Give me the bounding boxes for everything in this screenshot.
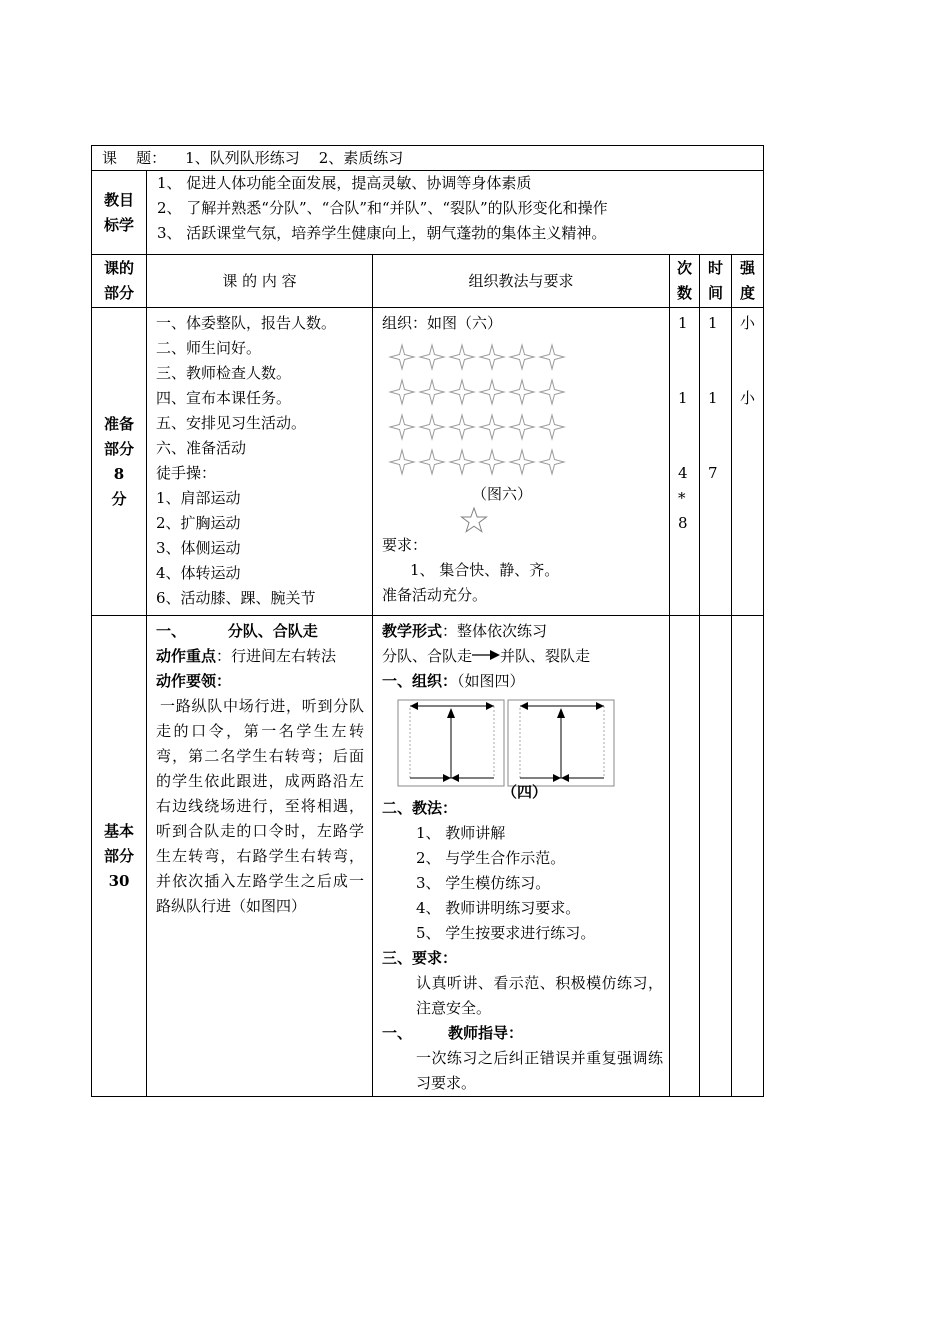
figure-caption: （图六） bbox=[471, 485, 532, 503]
basic-label bbox=[92, 616, 147, 1097]
student-star-icon bbox=[417, 447, 447, 477]
student-star-icon bbox=[417, 377, 447, 407]
basic-times bbox=[670, 616, 700, 1097]
header-times bbox=[670, 255, 700, 308]
teacher-star-icon bbox=[460, 507, 488, 533]
duration-value bbox=[708, 411, 731, 436]
prep-row bbox=[92, 308, 764, 616]
objectives-list bbox=[147, 171, 764, 255]
essentials-heading bbox=[156, 669, 364, 694]
objective-item: 1、 促进人体功能全面发展，提高灵敏、协调等身体素质 bbox=[157, 174, 532, 192]
student-star-icon bbox=[447, 377, 477, 407]
times-value: * bbox=[678, 489, 686, 507]
basic-intensity bbox=[732, 616, 764, 1097]
method-item: 5、 学生按要求进行练习。 bbox=[416, 924, 596, 942]
student-star-icon bbox=[477, 342, 507, 372]
basic-label-line3: 30 bbox=[108, 871, 130, 890]
student-star-icon bbox=[507, 342, 537, 372]
prep-label-line1: 准备 bbox=[103, 414, 134, 433]
times-value: 1 bbox=[678, 314, 688, 332]
times-value bbox=[678, 436, 699, 461]
student-star-icon bbox=[447, 412, 477, 442]
method-item: 2、 与学生合作示范。 bbox=[416, 849, 566, 867]
basic-heading: 一、 分队、合队走 bbox=[156, 622, 318, 640]
prep-content-line: 一、体委整队，报告人数。 bbox=[156, 314, 337, 332]
basic-content bbox=[147, 616, 373, 1097]
student-star-icon bbox=[447, 447, 477, 477]
intensity-value bbox=[740, 361, 763, 386]
student-star-icon bbox=[417, 342, 447, 372]
student-star-icon bbox=[447, 342, 477, 372]
duration-value: 1 bbox=[708, 314, 718, 332]
org-colon: ： bbox=[442, 672, 458, 690]
basic-duration bbox=[700, 616, 732, 1097]
header-organization-text: 组织教法与要求 bbox=[468, 271, 574, 290]
header-part bbox=[92, 255, 147, 308]
formation-row bbox=[387, 377, 669, 412]
key-point-label: 动作重点 bbox=[156, 647, 217, 665]
formation-diagram bbox=[382, 696, 669, 801]
header-part-line2: 部分 bbox=[103, 284, 134, 302]
prep-content-line: 6、活动膝、踝、腕关节 bbox=[156, 589, 316, 607]
header-row bbox=[92, 255, 764, 308]
prep-content-line: 五、安排见习生活动。 bbox=[156, 414, 307, 432]
prep-content-line: 六、准备活动 bbox=[156, 439, 247, 457]
formation-row bbox=[387, 342, 669, 377]
times-value: 1 bbox=[678, 389, 688, 407]
essentials-label: 动作要领 bbox=[156, 672, 217, 690]
prep-content-line: 四、宣布本课任务。 bbox=[156, 389, 292, 407]
prep-content-line: 三、教师检查人数。 bbox=[156, 364, 292, 382]
topic-text: 课 题： 1、队列队形练习 2、素质练习 bbox=[102, 149, 404, 167]
essentials-colon: ： bbox=[216, 672, 232, 690]
times-value bbox=[678, 336, 699, 361]
guide-prefix: 一、 bbox=[382, 1024, 413, 1042]
method-item: 4、 教师讲明练习要求。 bbox=[416, 899, 581, 917]
header-intensity bbox=[732, 255, 764, 308]
teaching-form bbox=[382, 619, 669, 644]
header-content-text: 课 的 内 容 bbox=[222, 271, 297, 290]
student-star-icon bbox=[537, 412, 567, 442]
student-star-icon bbox=[387, 412, 417, 442]
header-times-line2: 数 bbox=[676, 284, 692, 302]
basic-row bbox=[92, 616, 764, 1097]
objectives-label-line1: 教目 bbox=[103, 190, 134, 209]
duration-value bbox=[708, 336, 731, 361]
arrow-right-icon bbox=[472, 648, 500, 662]
essentials-text: 一路纵队中场行进，听到分队走的口令，第一名学生左转弯，第二名学生右转弯；后面的学生依此跟进，成两路沿左右边线绕场进行，至将相遇，听到合队走的口令时，左路学生左转弯，右路学生右转弯，并依次插入左路学生之后成一路纵队行进（如图四） bbox=[156, 697, 364, 915]
times-value: 4 bbox=[678, 464, 688, 482]
header-intensity-line2: 度 bbox=[740, 284, 756, 302]
method-item: 1、 教师讲解 bbox=[416, 824, 506, 842]
form-label: 教学形式 bbox=[382, 622, 443, 640]
key-point bbox=[156, 644, 364, 669]
formation-star-grid bbox=[387, 342, 669, 482]
header-content bbox=[147, 255, 373, 308]
header-organization bbox=[373, 255, 670, 308]
prep-label-line2: 部分 bbox=[103, 439, 134, 458]
req-text: 认真听讲、看示范、积极模仿练习，注意安全。 bbox=[416, 974, 663, 1017]
student-star-icon bbox=[417, 412, 447, 442]
prep-content bbox=[147, 308, 373, 616]
times-value bbox=[678, 411, 699, 436]
objective-item: 3、 活跃课堂气氛，培养学生健康向上，朝气蓬勃的集体主义精神。 bbox=[157, 224, 607, 242]
prep-intensity bbox=[732, 308, 764, 616]
org-line bbox=[382, 669, 669, 694]
prep-duration bbox=[700, 308, 732, 616]
prep-content-line: 二、师生问好。 bbox=[156, 339, 262, 357]
prep-req-1: 1、 集合快、静、齐。 bbox=[410, 561, 560, 579]
lesson-topic bbox=[92, 146, 764, 171]
prep-content-line: 4、体转运动 bbox=[156, 564, 241, 582]
formation-row bbox=[387, 412, 669, 447]
times-value bbox=[678, 361, 699, 386]
method-item: 3、 学生模仿练习。 bbox=[416, 874, 551, 892]
student-star-icon bbox=[477, 447, 507, 477]
formation-flow bbox=[382, 644, 669, 669]
duration-value: 7 bbox=[708, 464, 718, 482]
intensity-value: 小 bbox=[740, 314, 756, 332]
student-star-icon bbox=[537, 342, 567, 372]
header-times-line1: 次 bbox=[676, 259, 692, 277]
prep-org-title: 组织：如图（六） bbox=[382, 314, 503, 332]
prep-content-line: 1、肩部运动 bbox=[156, 489, 241, 507]
org-label: 一、组织 bbox=[382, 672, 443, 690]
duration-value: 1 bbox=[708, 389, 718, 407]
diagram-caption: （四） bbox=[502, 783, 548, 801]
intensity-value: 小 bbox=[740, 389, 756, 407]
intensity-value bbox=[740, 336, 763, 361]
header-part-line1: 课的 bbox=[103, 259, 134, 277]
header-duration-line2: 间 bbox=[707, 284, 723, 302]
guide-text: 一次练习之后纠正错误并重复强调练习要求。 bbox=[416, 1049, 663, 1092]
prep-organization bbox=[373, 308, 670, 616]
duration-value bbox=[708, 361, 731, 386]
prep-times bbox=[670, 308, 700, 616]
objective-item: 2、 了解并熟悉“分队”、“合队”和“并队”、“裂队”的队形变化和操作 bbox=[157, 199, 608, 217]
topic-row bbox=[92, 146, 764, 171]
formation-row bbox=[387, 447, 669, 482]
student-star-icon bbox=[387, 447, 417, 477]
req-title: 三、要求： bbox=[382, 949, 458, 967]
student-star-icon bbox=[477, 412, 507, 442]
objectives-label-line2: 标学 bbox=[103, 215, 134, 234]
basic-label-line1: 基本 bbox=[103, 821, 134, 840]
prep-req-title: 要求： bbox=[382, 536, 428, 554]
key-point-value: ：行进间左右转法 bbox=[216, 647, 337, 665]
student-star-icon bbox=[537, 377, 567, 407]
lesson-plan-table bbox=[91, 145, 764, 1097]
flow-left: 分队、合队走 bbox=[382, 647, 473, 665]
student-star-icon bbox=[387, 342, 417, 372]
student-star-icon bbox=[537, 447, 567, 477]
basic-organization bbox=[373, 616, 670, 1097]
guide-title: 教师指导： bbox=[448, 1024, 524, 1042]
student-star-icon bbox=[387, 377, 417, 407]
prep-content-line: 2、扩胸运动 bbox=[156, 514, 241, 532]
prep-content-line: 徒手操： bbox=[156, 464, 217, 482]
method-title: 二、教法： bbox=[382, 799, 458, 817]
header-intensity-line1: 强 bbox=[740, 259, 756, 277]
duration-value bbox=[708, 436, 731, 461]
objectives-label bbox=[92, 171, 147, 255]
prep-content-line: 3、体侧运动 bbox=[156, 539, 241, 557]
guide-heading bbox=[382, 1021, 669, 1046]
prep-req-2: 准备活动充分。 bbox=[382, 586, 488, 604]
student-star-icon bbox=[507, 447, 537, 477]
flow-right: 并队、裂队走 bbox=[500, 647, 591, 665]
student-star-icon bbox=[477, 377, 507, 407]
basic-label-line2: 部分 bbox=[103, 846, 134, 865]
student-star-icon bbox=[507, 412, 537, 442]
objectives-row bbox=[92, 171, 764, 255]
header-duration-line1: 时 bbox=[707, 259, 723, 277]
prep-label-line3: 8 bbox=[113, 464, 125, 483]
prep-label-line4: 分 bbox=[111, 489, 127, 508]
student-star-icon bbox=[507, 377, 537, 407]
form-value: ：整体依次练习 bbox=[442, 622, 548, 640]
times-value: 8 bbox=[678, 514, 688, 532]
prep-label bbox=[92, 308, 147, 616]
header-duration bbox=[700, 255, 732, 308]
org-value: （如图四） bbox=[457, 672, 525, 690]
